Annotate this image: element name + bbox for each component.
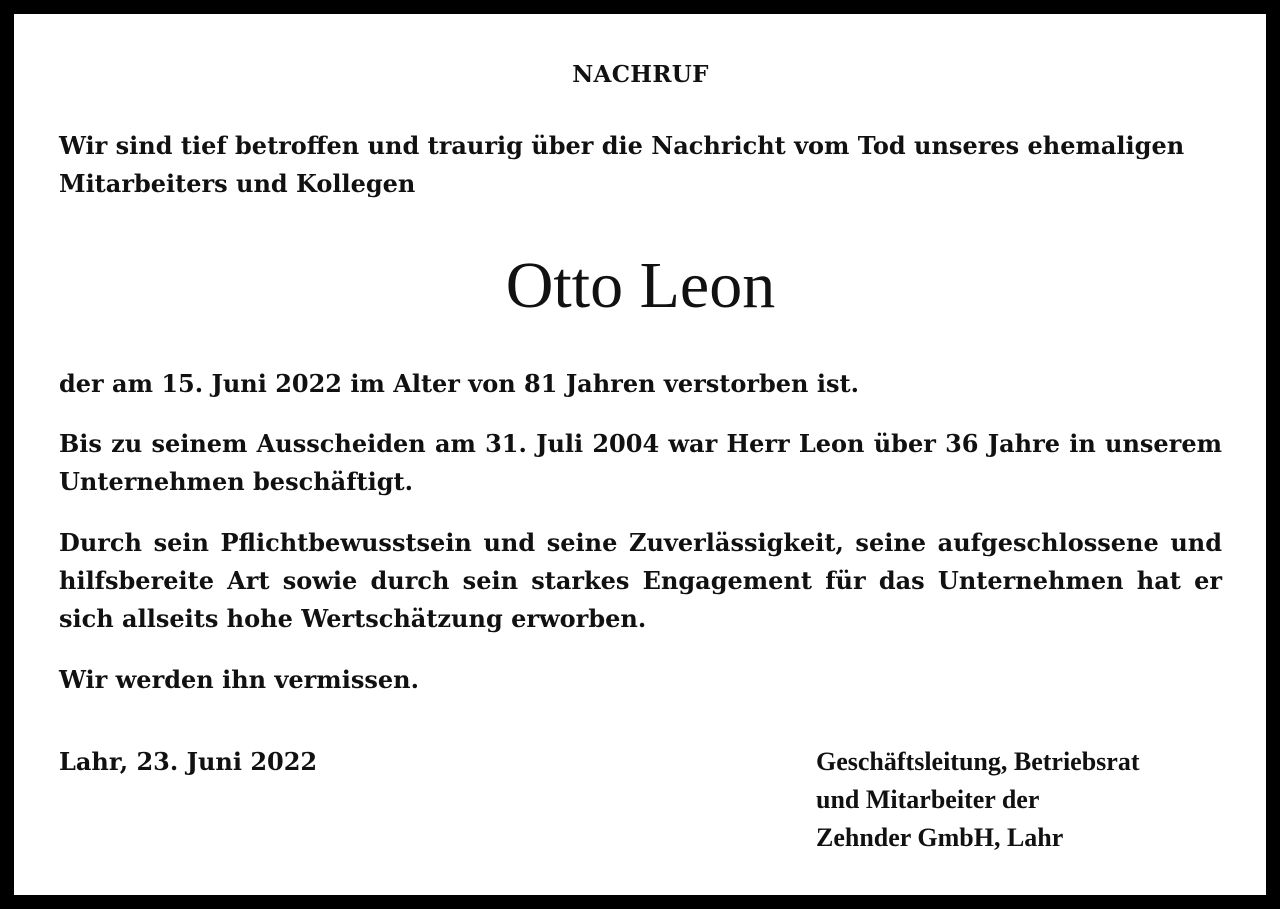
notice-content bbox=[59, 14, 1222, 895]
intro-paragraph: Wir sind tief betroffen und traurig über die Nachricht vom Tod unseres ehemaligen Mitarbeiters und Kollegen bbox=[59, 131, 1185, 198]
deceased-name: Otto Leon bbox=[505, 249, 776, 322]
closing-paragraph: Wir werden ihn vermissen. bbox=[59, 665, 419, 694]
place-and-date: Lahr, 23. Juni 2022 bbox=[59, 747, 318, 776]
obituary-notice bbox=[14, 14, 1266, 895]
signature-block bbox=[816, 743, 1226, 857]
signature-line: Geschäftsleitung, Betriebsrat bbox=[816, 747, 1140, 776]
notice-heading: NACHRUF bbox=[572, 61, 709, 88]
signature-line: und Mitarbeiter der bbox=[816, 785, 1040, 814]
character-paragraph: Durch sein Pflichtbewusstsein und seine Zuverlässigkeit, seine aufgeschlossene und hilfsbereite Art sowie durch sein starkes Engagement für das Unternehmen hat er sich allseits hohe Wertschätzung erworben. bbox=[59, 528, 1222, 633]
employment-paragraph: Bis zu seinem Ausscheiden am 31. Juli 2004 war Herr Leon über 36 Jahre in unserem Unternehmen beschäftigt. bbox=[59, 429, 1222, 496]
death-date-paragraph: der am 15. Juni 2022 im Alter von 81 Jahren verstorben ist. bbox=[59, 369, 859, 398]
signature-line: Zehnder GmbH, Lahr bbox=[816, 823, 1064, 852]
